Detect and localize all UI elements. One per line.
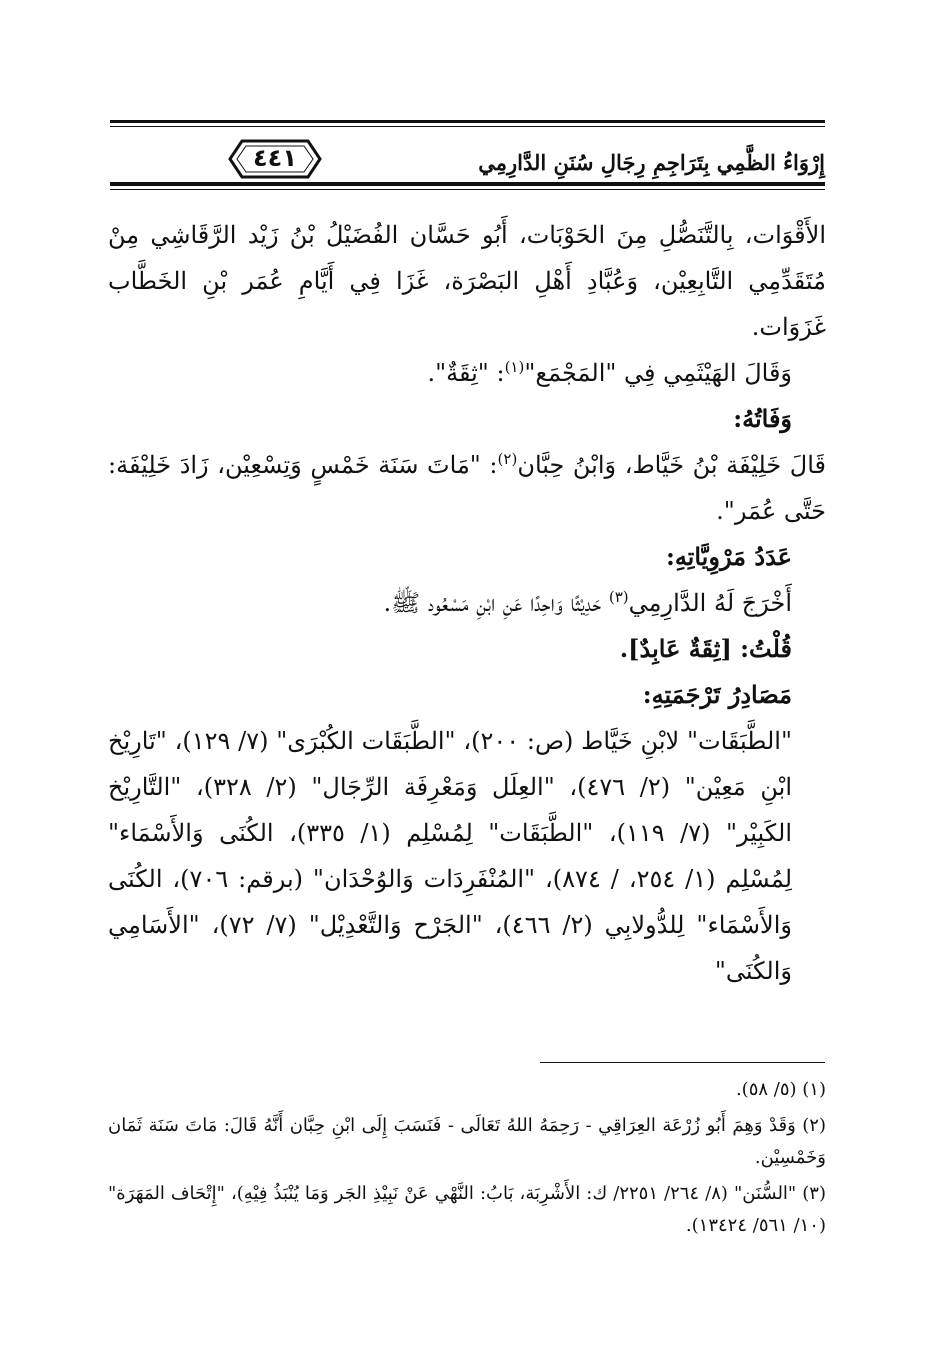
verdict-label: قُلْتُ:	[740, 634, 792, 663]
paragraph-sources: "الطَّبَقَات" لابْنِ خَيَّاط (ص: ٢٠٠)، "الطَّبَقَات الكُبْرَى" (٧/ ١٢٩)، "تَارِيْخ ابْنِ مَعِيْن" (٢/ ٤٧٦)، "العِلَل وَمَعْرِفَة الرِّجَال" (٢/ ٣٢٨)، "التَّارِيْخ الكَبِيْر" (٧/ ١١٩)، "الطَّبَقَات" لِمُسْلِم (١/ ٣٣٥)، الكُنَى وَالأَسْمَاء" لِمُسْلِم (١/ ٢٥٤، / ٨٧٤)، "المُنْفَرِدَات وَالوُحْدَان" (برقم: ٧٠٦)، الكُنَى وَالأَسْمَاء" لِلدُّولابِي (٢/ ٤٦٦)، "الجَرْح وَالتَّعْدِيْل" (٧/ ٧٢)، "الأَسَامِي وَالكُنَى"	[108, 727, 793, 985]
footnote-ref-3: (٣)	[608, 588, 629, 606]
page-header	[110, 112, 825, 202]
header-bottom-rule	[110, 182, 825, 186]
death-text-b: : "مَاتَ سَنَة خَمْسٍ وَتِسْعِيْن، زَادَ خَلِيْفَة: حَتَّى عُمَر".	[108, 451, 826, 525]
page-number: ٤٤١	[253, 144, 297, 172]
footnotes	[108, 1074, 826, 1246]
haythami-text: وَقَالَ الهَيْثَمِي فِي "المَجْمَع"	[524, 359, 792, 387]
heading-sources: مَصَادِرُ تَرْجَمَتِهِ:	[642, 680, 792, 709]
header-top-rule	[110, 120, 825, 123]
haythami-quote: : "ثِقَةٌ".	[427, 359, 505, 387]
footnote-2: (٢) وَقَدْ وَهِمَ أَبُو زُرْعَة العِرَاقِي - رَحِمَهُ اللهُ تَعَالَى - فَنَسَبَ إِلَى ابْنِ حِبَّان أَنَّهُ قَالَ: مَاتَ سَنَة ثَمَان وَخَمْسِيْن.	[108, 1115, 826, 1168]
heading-narrations: عَدَدُ مَرْوِيَّاتِهِ:	[665, 542, 792, 571]
heading-death: وَفَاتُهُ:	[733, 404, 792, 433]
paragraph-haythami	[108, 350, 826, 396]
footnote-1: (١) (٥/ ٥٨).	[735, 1079, 826, 1100]
page-number-frame	[228, 138, 322, 180]
header-bottom-thin-rule	[110, 189, 825, 190]
main-text	[108, 212, 826, 994]
footnote-ref-1: (١)	[504, 358, 525, 376]
narrations-text-b: حَدِيْثًا وَاحِدًا عَنِ ابْنِ مَسْعُود ﷺ.	[383, 589, 609, 617]
paragraph-verdict	[108, 626, 826, 672]
paragraph-intro: الأَقْوَات، بِالتَّنَصُّلِ مِنَ الحَوْبَات، أَبُو حَسَّان الفُضَيْلُ بْنُ زَيْد الرَّقَاشِي مِنْ مُتَقَدِّمِي التَّابِعِيْن، وَعُبَّادِ أَهْلِ البَصْرَة، غَزَا فِي أَيَّامِ عُمَر بْنِ الخَطَّاب غَزَوَات.	[108, 221, 826, 341]
footnote-3: (٣) "السُّنَن" (٨/ ٢٦٤/ ٢٢٥١/ ك: الأَشْرِبَة، بَابُ: النَّهْي عَنْ نَبِيْذِ الجَر وَمَا يُنْبَذُ فِيْهِ)، "إِتْحَاف المَهَرَة" (١٠/ ٥٦١/ ١٣٤٢٤).	[108, 1183, 826, 1236]
paragraph-narrations	[108, 580, 826, 626]
death-text-a: قَالَ خَلِيْفَة بْنُ خَيَّاط، وَابْنُ حِبَّان	[517, 451, 827, 479]
header-top-thin-rule	[110, 126, 825, 127]
footnote-separator	[540, 1062, 825, 1063]
book-title: إِرْوَاءُ الظَّمِي بِتَرَاجِمِ رِجَالِ سُنَنِ الدَّارِمِي	[478, 150, 825, 175]
narrations-text-a: أَخْرَجَ لَهُ الدَّارِمِي	[628, 589, 792, 617]
verdict-value: [ثِقَةٌ عَابِدٌ].	[619, 634, 741, 663]
paragraph-death	[108, 442, 826, 534]
footnote-ref-2: (٢)	[497, 450, 518, 468]
